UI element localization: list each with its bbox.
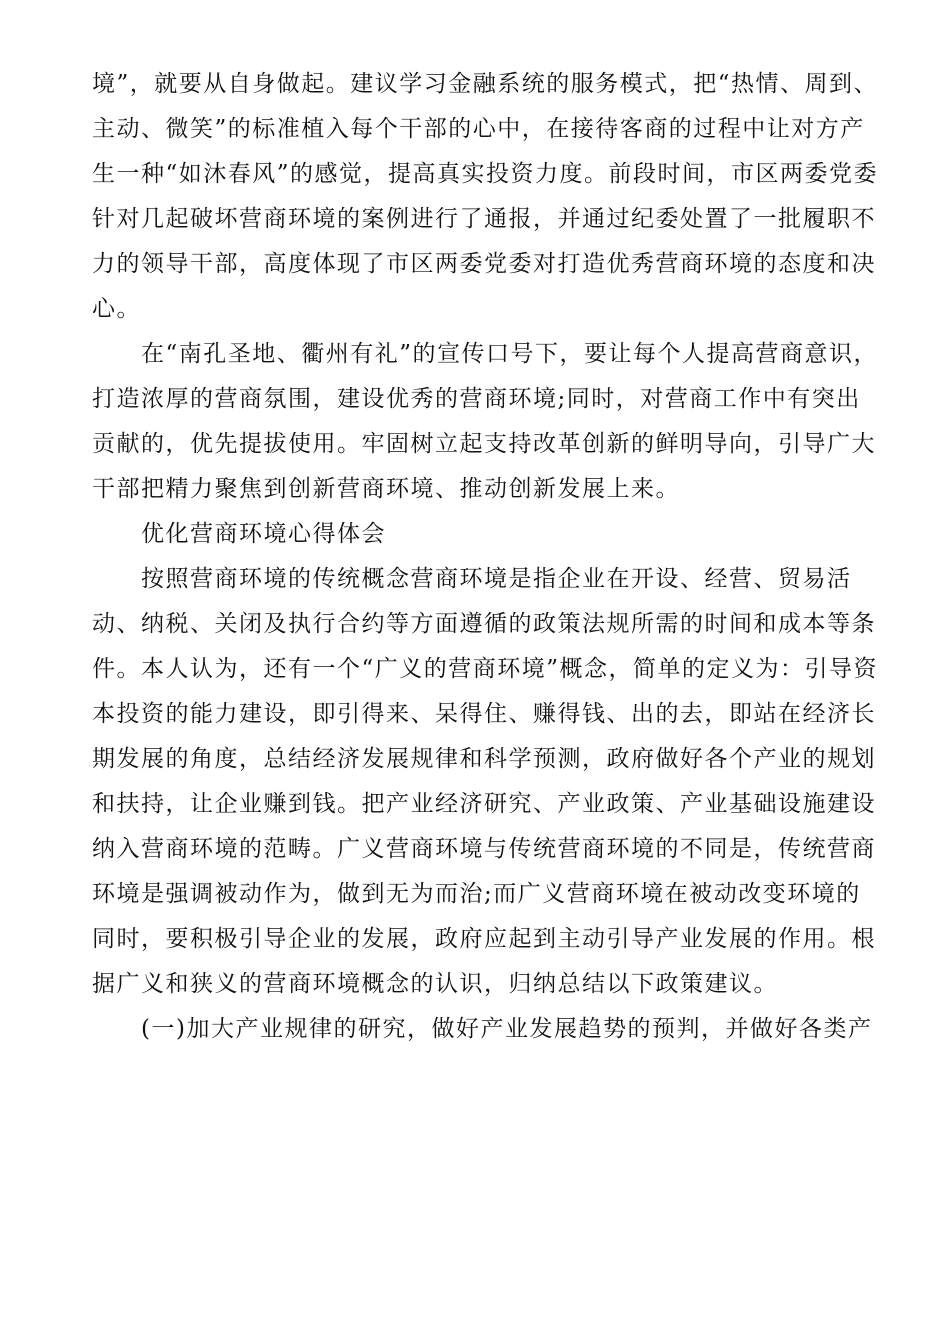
- document-body: [92, 62, 879, 1052]
- text-line: 心。: [92, 296, 141, 322]
- text-line: 打造浓厚的营商氛围，建设优秀的营商环境;同时，对营商工作中有突出: [92, 386, 861, 412]
- text-line: 主动、微笑”的标准植入每个干部的心中，在接待客商的过程中让对方产: [92, 116, 865, 142]
- text-line: 贡献的，优先提拔使用。牢固树立起支持改革创新的鲜明导向，引导广大: [92, 431, 876, 457]
- text-line: 针对几起破坏营商环境的案例进行了通报，并通过纪委处置了一批履职不: [92, 206, 876, 232]
- text-line: 生一种“如沐春风”的感觉，提高真实投资力度。前段时间，市区两委党委: [92, 161, 879, 187]
- text-line: 境”，就要从自身做起。建议学习金融系统的服务模式，把“热情、周到、: [92, 71, 879, 97]
- text-line: 按照营商环境的传统概念营商环境是指企业在开设、经营、贸易活: [92, 566, 852, 592]
- text-line: 据广义和狭义的营商环境概念的认识，归纳总结以下政策建议。: [92, 971, 778, 997]
- text-line: 在“南孔圣地、衢州有礼”的宣传口号下，要让每个人提高营商意识，: [92, 341, 879, 367]
- text-line: (一)加大产业规律的研究，做好产业发展趋势的预判，并做好各类产: [92, 1016, 873, 1042]
- text-line: 纳入营商环境的范畴。广义营商环境与传统营商环境的不同是，传统营商: [92, 836, 876, 862]
- text-line: 件。本人认为，还有一个“广义的营商环境”概念，简单的定义为：引导资: [92, 656, 879, 682]
- section-heading: 优化营商环境心得体会: [92, 521, 386, 547]
- text-line: 同时，要积极引导企业的发展，政府应起到主动引导产业发展的作用。根: [92, 926, 876, 952]
- text-line: 期发展的角度，总结经济发展规律和科学预测，政府做好各个产业的规划: [92, 746, 876, 772]
- text-line: 本投资的能力建设，即引得来、呆得住、赚得钱、出的去，即站在经济长: [92, 701, 876, 727]
- text-line: 和扶持，让企业赚到钱。把产业经济研究、产业政策、产业基础设施建设: [92, 791, 876, 817]
- text-line: 干部把精力聚焦到创新营商环境、推动创新发展上来。: [92, 476, 680, 502]
- text-line: 力的领导干部，高度体现了市区两委党委对打造优秀营商环境的态度和决: [92, 251, 876, 277]
- text-line: 环境是强调被动作为，做到无为而治;而广义营商环境在被动改变环境的: [92, 881, 861, 907]
- text-line: 动、纳税、关闭及执行合约等方面遵循的政策法规所需的时间和成本等条: [92, 611, 876, 637]
